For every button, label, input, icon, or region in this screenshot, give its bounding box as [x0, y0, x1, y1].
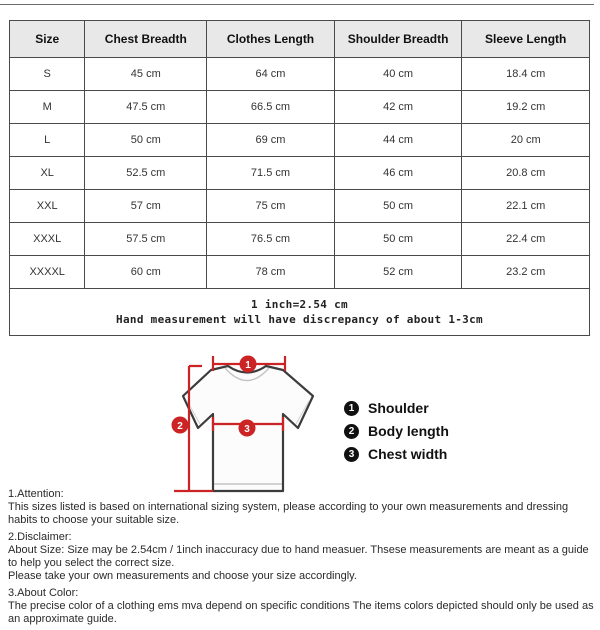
cell-clothes: 76.5 cm	[207, 223, 335, 256]
table-row-xxxl	[10, 223, 590, 256]
table-note-row	[10, 289, 590, 336]
cell-size: M	[10, 91, 85, 124]
cell-sleeve: 22.4 cm	[462, 223, 590, 256]
tshirt-measurement-diagram	[140, 351, 360, 503]
cell-size: XXXL	[10, 223, 85, 256]
header-size: Size	[10, 21, 85, 58]
about-color-title: 3.About Color:	[8, 587, 79, 599]
disclaimer-text-line1: About Size: Size may be 2.54cm / 1inch inaccuracy due to hand measuer. Thsese measurements are meant as a guide to help you select the correct size.	[8, 544, 589, 569]
about-color-text-line2: an approximate guide.	[8, 613, 117, 625]
cell-size: S	[10, 58, 85, 91]
cell-size: XXXXL	[10, 256, 85, 289]
cell-sleeve: 20.8 cm	[462, 157, 590, 190]
table-row-m	[10, 91, 590, 124]
table-row-s	[10, 58, 590, 91]
table-row-xxxxl	[10, 256, 590, 289]
about-color-section	[8, 587, 594, 626]
cell-clothes: 64 cm	[207, 58, 335, 91]
top-divider	[0, 4, 594, 5]
cell-shoulder: 52 cm	[334, 256, 462, 289]
circled-1-icon: 1	[344, 401, 359, 416]
about-color-text-line1: The precise color of a clothing ems mva depend on specific conditions The items colors depicted should only be used as	[8, 600, 594, 612]
note-inch-conversion: 1 inch=2.54 cm	[251, 298, 348, 311]
cell-chest: 45 cm	[85, 58, 207, 91]
size-table	[9, 20, 590, 336]
cell-clothes: 71.5 cm	[207, 157, 335, 190]
legend-item-chest-width	[344, 446, 449, 462]
header-chest-breadth: Chest Breadth	[85, 21, 207, 58]
cell-shoulder: 46 cm	[334, 157, 462, 190]
cell-chest: 47.5 cm	[85, 91, 207, 124]
table-row-l	[10, 124, 590, 157]
cell-shoulder: 50 cm	[334, 223, 462, 256]
cell-shoulder: 42 cm	[334, 91, 462, 124]
header-clothes-length: Clothes Length	[207, 21, 335, 58]
cell-sleeve: 20 cm	[462, 124, 590, 157]
marker-3-number: 3	[244, 424, 250, 435]
legend-label-body-length: Body length	[368, 423, 449, 439]
disclaimer-section	[8, 531, 594, 583]
header-sleeve-length: Sleeve Length	[462, 21, 590, 58]
attention-section	[8, 488, 594, 527]
cell-size: L	[10, 124, 85, 157]
header-shoulder-breadth: Shoulder Breadth	[334, 21, 462, 58]
legend-label-chest-width: Chest width	[368, 446, 448, 462]
marker-2-number: 2	[177, 421, 183, 432]
cell-chest: 57.5 cm	[85, 223, 207, 256]
footer-notes	[8, 488, 594, 630]
disclaimer-title: 2.Disclaimer:	[8, 531, 72, 543]
cell-sleeve: 19.2 cm	[462, 91, 590, 124]
cell-chest: 60 cm	[85, 256, 207, 289]
cell-clothes: 78 cm	[207, 256, 335, 289]
cell-clothes: 66.5 cm	[207, 91, 335, 124]
note-hand-measurement: Hand measurement will have discrepancy of about 1-3cm	[116, 313, 483, 326]
marker-1-number: 1	[245, 360, 251, 371]
cell-chest: 57 cm	[85, 190, 207, 223]
table-row-xxl	[10, 190, 590, 223]
legend-item-body-length	[344, 423, 449, 439]
cell-shoulder: 50 cm	[334, 190, 462, 223]
cell-chest: 52.5 cm	[85, 157, 207, 190]
cell-sleeve: 23.2 cm	[462, 256, 590, 289]
legend-item-shoulder	[344, 400, 449, 416]
table-row-xl	[10, 157, 590, 190]
measurement-note	[10, 289, 590, 336]
diagram-legend	[344, 400, 449, 469]
attention-title: 1.Attention:	[8, 488, 64, 500]
cell-clothes: 69 cm	[207, 124, 335, 157]
attention-text: This sizes listed is based on international sizing system, please according to your own measurements and dressing habits to choose your suitable size.	[8, 501, 569, 526]
cell-sleeve: 18.4 cm	[462, 58, 590, 91]
cell-shoulder: 40 cm	[334, 58, 462, 91]
cell-size: XL	[10, 157, 85, 190]
circled-3-icon: 3	[344, 447, 359, 462]
cell-shoulder: 44 cm	[334, 124, 462, 157]
cell-chest: 50 cm	[85, 124, 207, 157]
cell-size: XXL	[10, 190, 85, 223]
legend-label-shoulder: Shoulder	[368, 400, 429, 416]
size-table-container	[9, 20, 590, 336]
circled-2-icon: 2	[344, 424, 359, 439]
table-header-row	[10, 21, 590, 58]
cell-sleeve: 22.1 cm	[462, 190, 590, 223]
cell-clothes: 75 cm	[207, 190, 335, 223]
disclaimer-text-line2: Please take your own measurements and choose your size accordingly.	[8, 570, 357, 582]
